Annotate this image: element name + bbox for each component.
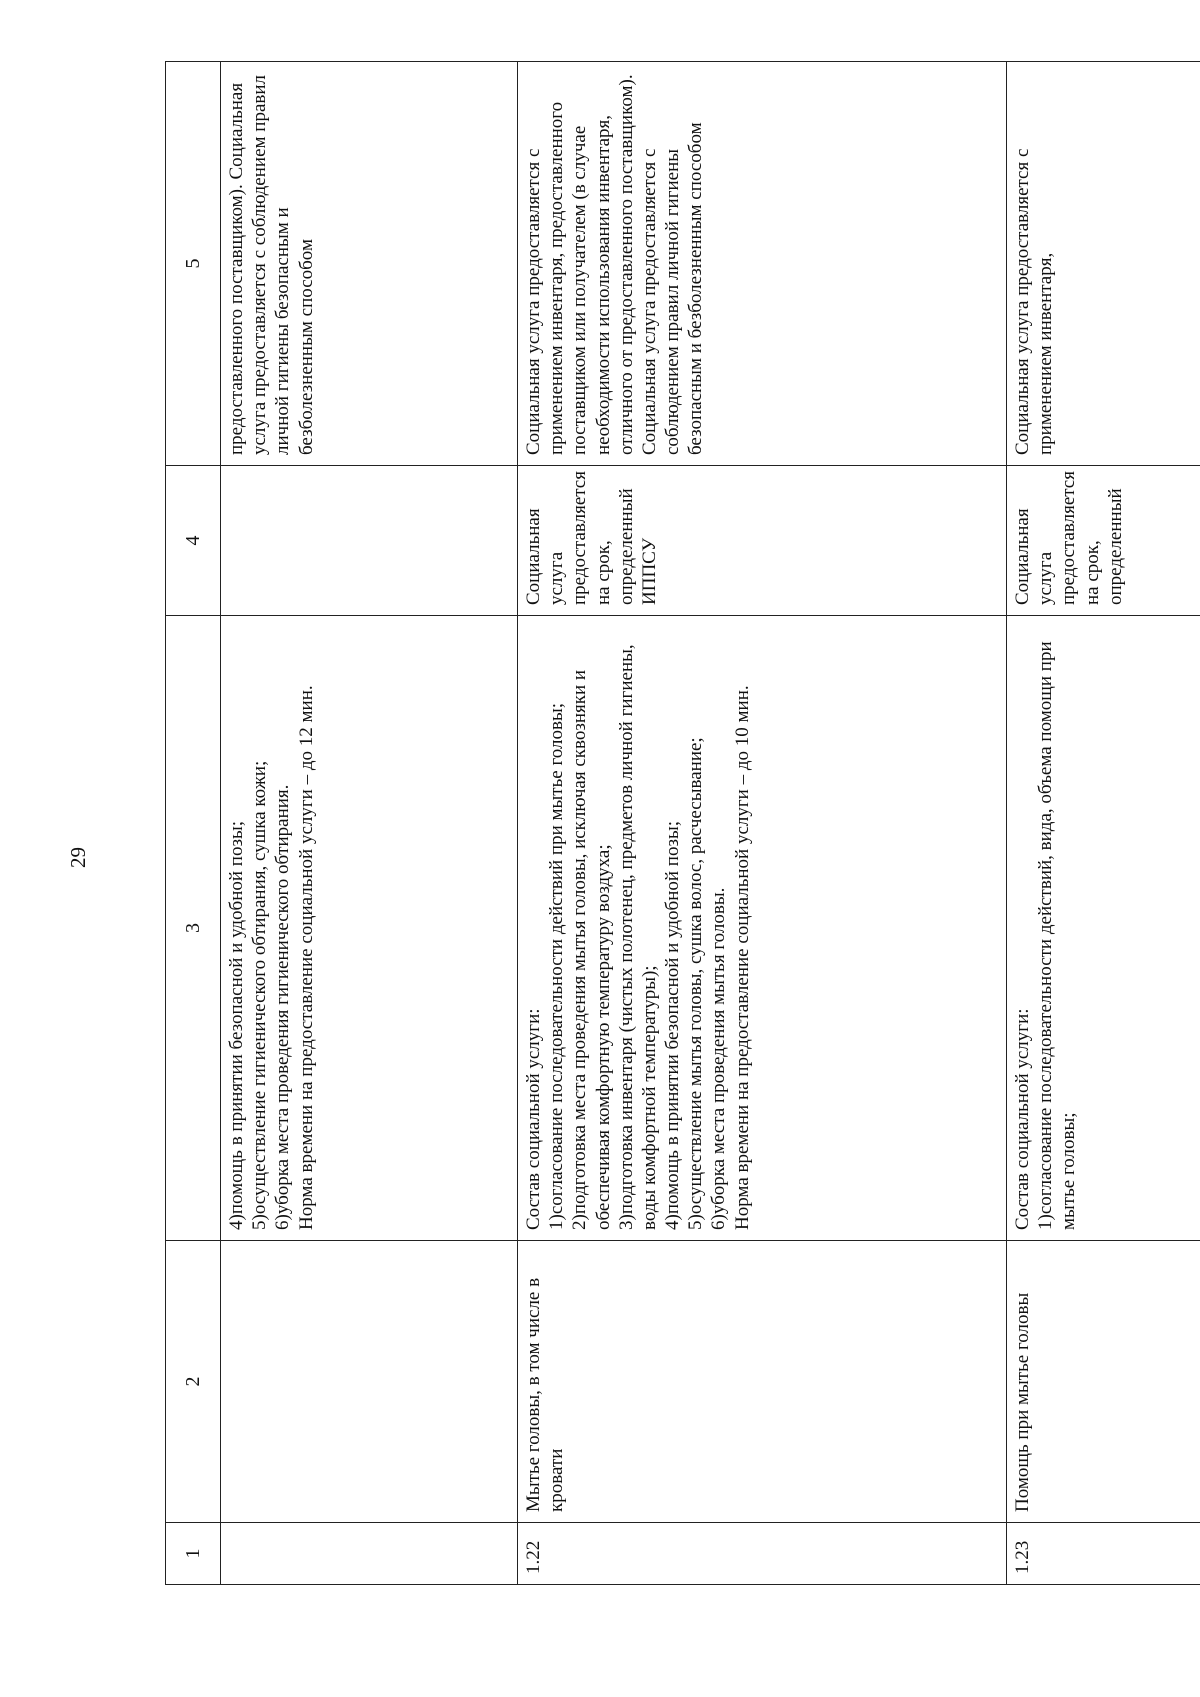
composition-line: 5)осуществление гигиенического обтирания, сушка кожи; — [249, 760, 271, 1230]
service-name-cell — [221, 1241, 518, 1523]
composition-line: 4)помощь в принятии безопасной и удобной позы; — [226, 820, 247, 1230]
row-number-cell: 1.22 — [518, 1523, 1007, 1585]
composition-line: 1)согласование последовательности действий при мытье головы; — [546, 702, 568, 1230]
composition-line: Состав социальной услуги: — [523, 1008, 544, 1230]
service-term-cell: Социальная услуга предоставляется на срок, определенный — [1007, 466, 1200, 616]
composition-line: 5)осуществление мытья головы, сушка волос, расчесывание; — [685, 737, 707, 1230]
column-header-3: 3 — [166, 616, 221, 1241]
column-header-4: 4 — [166, 466, 221, 616]
table-row — [518, 62, 1007, 1585]
composition-line: Норма времени на предоставление социальной услуги – до 10 мин. — [731, 685, 753, 1230]
service-name-cell: Помощь при мытье головы — [1007, 1241, 1200, 1523]
composition-line: 6)уборка места проведения гигиенического обтирания. — [272, 784, 294, 1230]
composition-line: Норма времени на предоставление социальной услуги – до 12 мин. — [295, 685, 317, 1230]
composition-line: 3)подготовка инвентаря (чистых полотенец, предметов личной гигиены, воды комфортной температуры); — [615, 644, 660, 1230]
table-row — [221, 62, 518, 1585]
row-number-cell — [221, 1523, 518, 1585]
column-header-5: 5 — [166, 62, 221, 466]
service-conditions-cell: Социальная услуга предоставляется с применением инвентаря, — [1007, 62, 1200, 466]
service-composition-cell — [518, 616, 1007, 1241]
service-composition-cell — [1007, 616, 1200, 1241]
service-term-cell: Социальная услуга предоставляется на срок, определенный ИППСУ — [518, 466, 1007, 616]
row-number-cell: 1.23 — [1007, 1523, 1200, 1585]
service-conditions-cell: Социальная услуга предоставляется с применением инвентаря, предоставленного поставщиком или получателем (в случае необходимости использования инвентаря, отличного от предоставленного поставщиком). Социальная услуга предоставляется с соблюдением правил личной гигиены безопасным и безболезненным способом — [518, 62, 1007, 466]
table-row — [1007, 62, 1200, 1585]
service-term-cell — [221, 466, 518, 616]
service-name-cell: Мытье головы, в том числе в кровати — [518, 1241, 1007, 1523]
document-table-container — [165, 62, 1200, 1585]
column-header-1: 1 — [166, 1523, 221, 1585]
services-table — [165, 61, 1200, 1585]
page-number: 29 — [66, 847, 90, 868]
composition-line: 2)подготовка места проведения мытья головы, исключая сквозняки и обеспечивая комфортную температуру воздуха; — [569, 669, 614, 1230]
header-row — [166, 62, 221, 1585]
column-header-2: 2 — [166, 1241, 221, 1523]
service-conditions-cell: предоставленного поставщиком). Социальная услуга предоставляется с соблюдением правил личной гигиены безопасным и безболезненным способом — [221, 62, 518, 466]
composition-line: Состав социальной услуги: — [1012, 1008, 1033, 1230]
composition-line: 6)уборка места проведения мытья головы. — [708, 887, 730, 1230]
composition-line: 4)помощь в принятии безопасной и удобной позы; — [662, 820, 684, 1230]
service-composition-cell — [221, 616, 518, 1241]
composition-line: 1)согласование последовательности действий, вида, объема помощи при мытье головы; — [1035, 641, 1080, 1230]
